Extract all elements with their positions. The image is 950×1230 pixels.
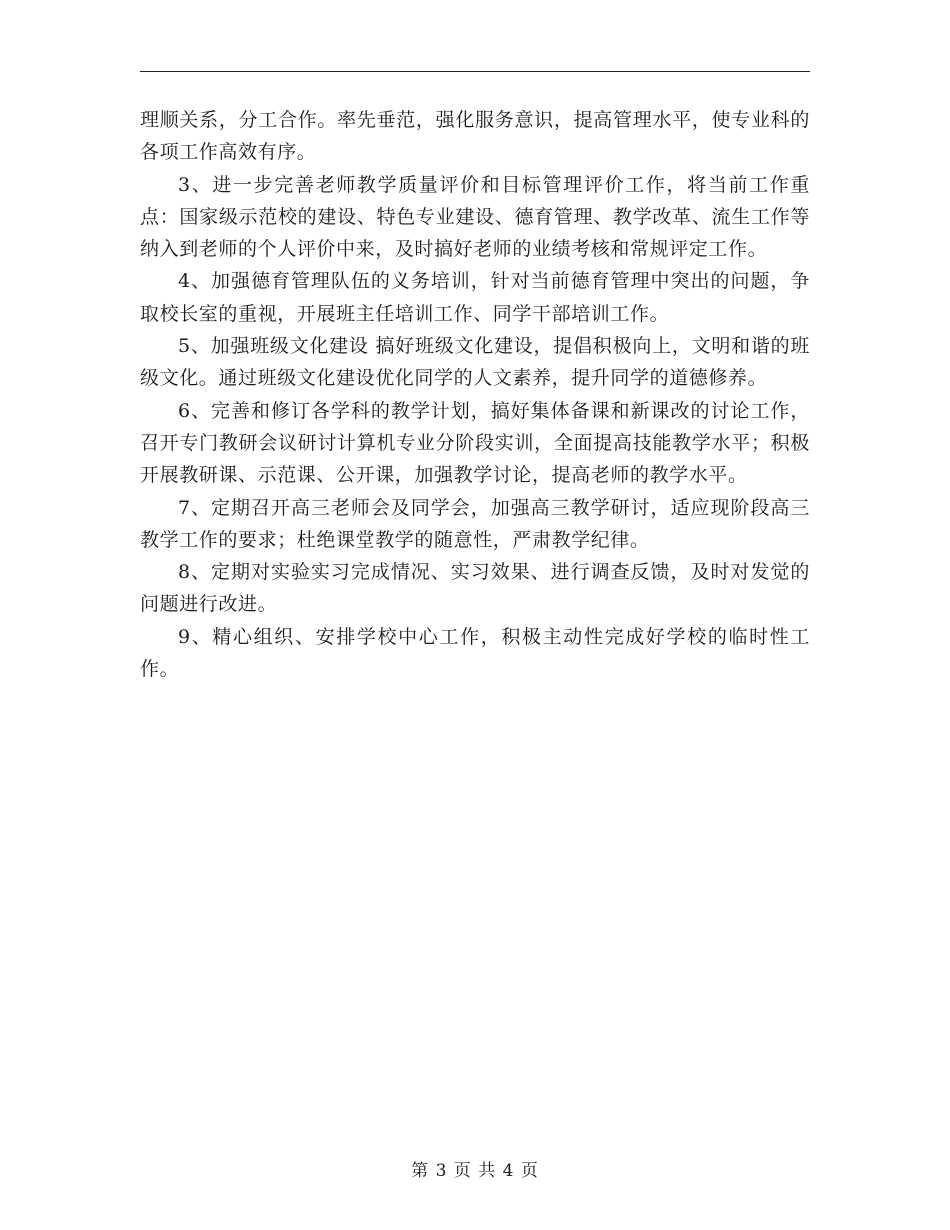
paragraph-item-6: 6、完善和修订各学科的教学计划，搞好集体备课和新课改的讨论工作，召开专门教研会议研讨计算机专业分阶段实训，全面提高技能教学水平；积极开展教研课、示范课、公开课，加强教学讨论，提高老师的教学水平。 — [140, 399, 810, 487]
paragraph-item-9: 9、精心组织、安排学校中心工作，积极主动性完成好学校的临时性工作。 — [140, 625, 810, 681]
page-number-footer: 第 3 页 共 4 页 — [411, 1161, 539, 1181]
header-rule — [140, 71, 810, 72]
paragraph-item-4: 4、加强德育管理队伍的义务培训，针对当前德育管理中突出的问题，争取校长室的重视，开展班主任培训工作、同学干部培训工作。 — [140, 270, 810, 325]
paragraph-item-3: 3、进一步完善老师教学质量评价和目标管理评价工作，将当前工作重点：国家级示范校的建设、特色专业建设、德育管理、教学改革、流生工作等纳入到老师的个人评价中来，及时搞好老师的业绩考核和常规评定工作。 — [140, 173, 810, 261]
paragraph-item-7: 7、定期召开高三老师会及同学会，加强高三教学研讨，适应现阶段高三教学工作的要求；杜绝课堂教学的随意性，严肃教学纪律。 — [140, 496, 810, 551]
document-body — [140, 104, 810, 685]
paragraph-continuation: 理顺关系，分工合作。率先垂范，强化服务意识，提高管理水平，使专业科的各项工作高效有序。 — [140, 109, 810, 164]
paragraph-item-5: 5、加强班级文化建设 搞好班级文化建设，提倡积极向上，文明和谐的班级文化。通过班级文化建设优化同学的人文素养，提升同学的道德修养。 — [140, 335, 810, 390]
paragraph-item-8: 8、定期对实验实习完成情况、实习效果、进行调查反馈，及时对发觉的问题进行改进。 — [140, 561, 810, 616]
